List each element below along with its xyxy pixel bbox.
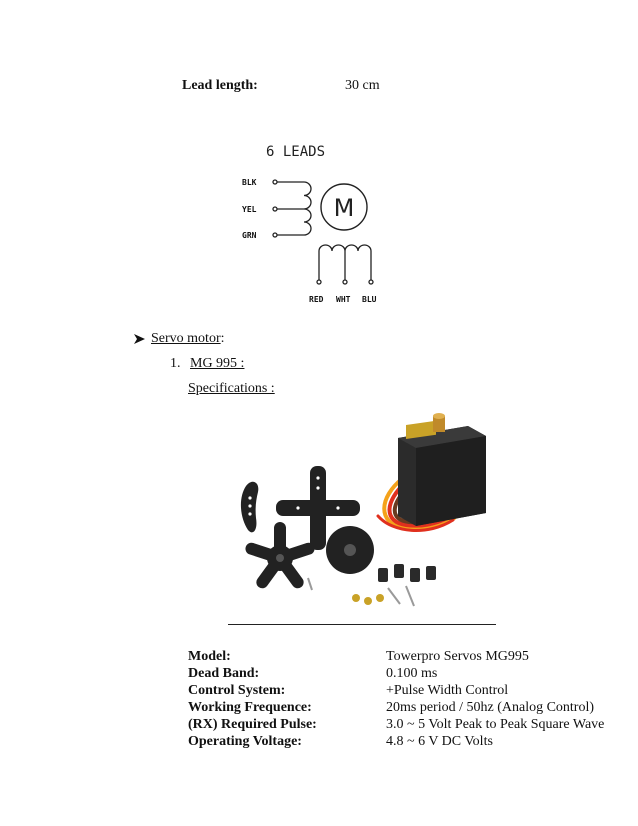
spec-key: Working Frequence: — [188, 700, 312, 715]
lead-label-wht: WHT — [336, 295, 351, 304]
horizontal-divider — [228, 624, 496, 625]
servo-hardware — [308, 564, 436, 606]
lead-label-yel: YEL — [242, 205, 257, 214]
table-row — [188, 699, 604, 716]
lead-length-label: Lead length: — [182, 78, 258, 93]
spec-key: Dead Band: — [188, 666, 260, 681]
lead-label-blk: BLK — [242, 178, 257, 187]
section-title: Servo motor — [151, 331, 221, 346]
table-row — [188, 716, 604, 733]
spec-value: 4.8 ~ 6 V DC Volts — [386, 734, 493, 749]
arrow-right-icon — [133, 333, 147, 345]
servo-body — [398, 413, 486, 526]
spec-key: (RX) Required Pulse: — [188, 717, 317, 732]
spec-value: +Pulse Width Control — [386, 683, 509, 698]
lead-label-grn: GRN — [242, 231, 257, 240]
item-number: 1. — [170, 356, 181, 371]
motor-symbol-label: M — [333, 194, 355, 222]
spec-key: Operating Voltage: — [188, 734, 302, 749]
spec-key: Model: — [188, 649, 231, 664]
table-row — [188, 682, 604, 699]
bottom-coil-wiring — [317, 245, 373, 284]
lead-label-red: RED — [309, 295, 324, 304]
left-coil-wiring — [273, 180, 311, 237]
spec-value: 20ms period / 50hz (Analog Control) — [386, 700, 595, 715]
table-row — [188, 648, 604, 665]
specifications-heading: Specifications : — [188, 381, 275, 396]
servo-horns — [241, 466, 374, 591]
specifications-table — [188, 648, 604, 750]
six-leads-wiring-diagram — [228, 138, 388, 308]
table-row — [188, 733, 604, 750]
spec-key: Control System: — [188, 683, 286, 698]
spec-value: Towerpro Servos MG995 — [386, 649, 529, 664]
numbered-item-mg995 — [170, 356, 244, 372]
section-suffix: : — [220, 331, 225, 346]
servo-motor-photo — [228, 408, 498, 618]
diagram-title: 6 LEADS — [266, 144, 326, 160]
lead-label-blu: BLU — [362, 295, 377, 304]
spec-value: 3.0 ~ 5 Volt Peak to Peak Square Wave — [386, 717, 605, 732]
lead-length-value: 30 cm — [345, 78, 380, 93]
spec-value: 0.100 ms — [386, 666, 438, 681]
table-row — [188, 665, 604, 682]
item-name: MG 995 : — [190, 356, 245, 371]
servo-motor-bullet — [133, 331, 225, 347]
